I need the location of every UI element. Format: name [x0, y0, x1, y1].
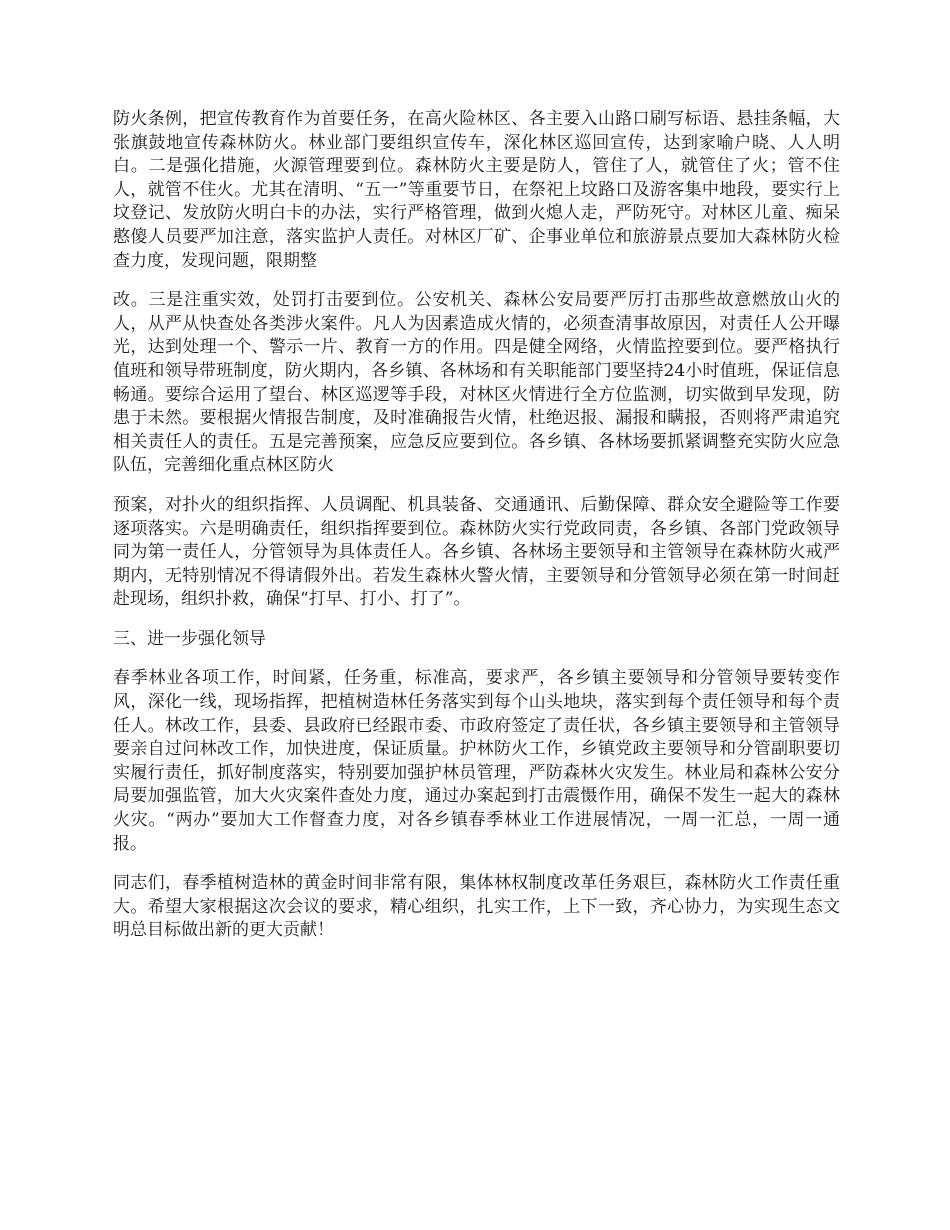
section-heading: 三、进一步强化领导 — [113, 628, 266, 649]
paragraph-enforcement-monitoring: 改。三是注重实效，处罚打击要到位。公安机关、森林公安局要严厉打击那些故意燃放山火的人，从严从快查处各类涉火案件。凡人为因素造成火情的，必须查清事故原因，对责任人公开曝光，达到处理一个、警示一片、教育一方的作用。四是健全网络，火情监控要到位。要严格执行值班和领导带班制度，防火期内，各乡镇、各林场和有关职能部门要坚持24小时值班，保证信息畅通。要综合运用了望台、林区巡逻等手段，对林区火情进行全方位监测，切实做到早发现，防患于未然。要根据火情报告制度，及时准确报告火情，杜绝迟报、漏报和瞒报，否则将严肃追究相关责任人的责任。五是完善预案，应急反应要到位。各乡镇、各林场要抓紧调整充实防火应急队伍，完善细化重点林区防火 — [113, 290, 840, 476]
paragraph-closing: 同志们，春季植树造林的黄金时间非常有限，集体林权制度改革任务艰巨，森林防火工作责任重大。希望大家根据这次会议的要求，精心组织，扎实工作，上下一致，齐心协力，为实现生态文明总目标做出新的更大贡献！ — [113, 873, 840, 941]
paragraph-leadership: 春季林业各项工作，时间紧，任务重，标准高，要求严，各乡镇主要领导和分管领导要转变作风，深化一线，现场指挥，把植树造林任务落实到每个山头地块，落实到每个责任领导和每个责任人。林改工作，县委、县政府已经跟市委、市政府签定了责任状，各乡镇主要领导和主管领导要亲自过问林改工作，加快进度，保证质量。护林防火工作，乡镇党政主要领导和分管副职要切实履行责任，抓好制度落实，特别要加强护林员管理，严防森林火灾发生。林业局和森林公安分局要加强监管，加大火灾案件查处力度，通过办案起到打击震慑作用，确保不发生一起大的森林火灾。“两办”要加大工作督查力度，对各乡镇春季林业工作进展情况，一周一汇总，一周一通报。 — [113, 668, 840, 854]
document-page — [113, 108, 840, 959]
paragraph-fire-publicity: 防火条例，把宣传教育作为首要任务，在高火险林区、各主要入山路口刷写标语、悬挂条幅，大张旗鼓地宣传森林防火。林业部门要组织宣传车，深化林区巡回宣传，达到家喻户晓、人人明白。二是强化措施，火源管理要到位。森林防火主要是防人，管住了人，就管住了火；管不住人，就管不住火。尤其在清明、“五一”等重要节日，在祭祀上坟路口及游客集中地段，要实行上坟登记、发放防火明白卡的办法，实行严格管理，做到火熄人走，严防死守。对林区儿童、痴呆憨傻人员要严加注意，落实监护人责任。对林区厂矿、企事业单位和旅游景点要加大森林防火检查力度，发现问题，限期整 — [113, 109, 840, 271]
paragraph-contingency-responsibility: 预案，对扑火的组织指挥、人员调配、机具装备、交通通讯、后勤保障、群众安全避险等工作要逐项落实。六是明确责任，组织指挥要到位。森林防火实行党政同责，各乡镇、各部门党政领导同为第一责任人，分管领导为具体责任人。各乡镇、各林场主要领导和主管领导在森林防火戒严期内，无特别情况不得请假外出。若发生森林火警火情，主要领导和分管领导必须在第一时间赶赴现场，组织扑救，确保“打早、打小、打了”。 — [113, 494, 840, 610]
